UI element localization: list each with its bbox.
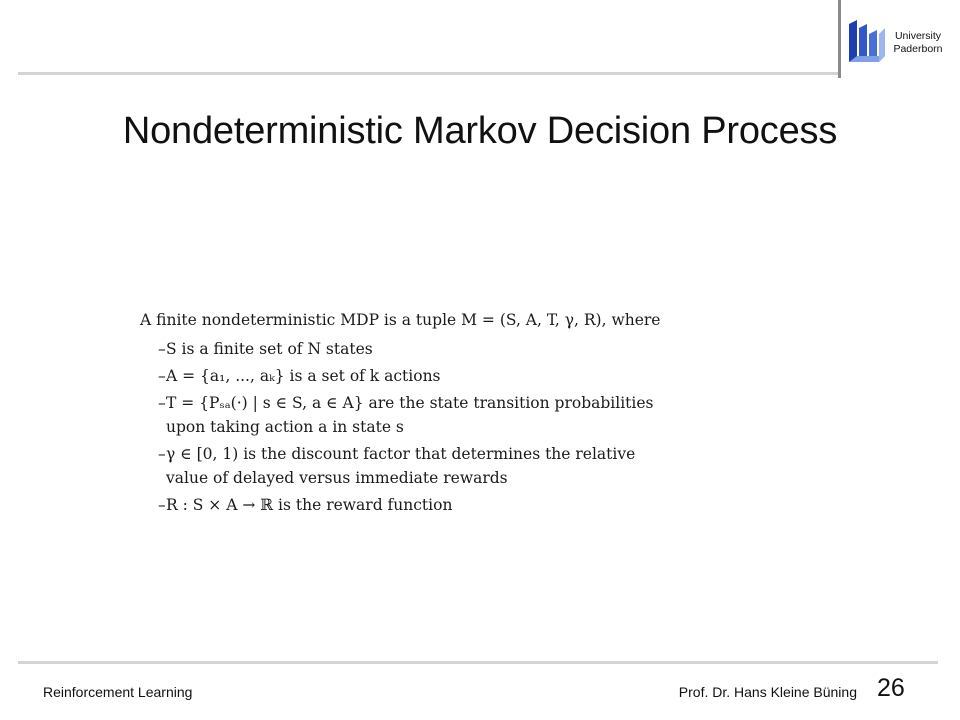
bullet-dash: – (158, 496, 166, 514)
bullet-dash: – (158, 340, 166, 358)
header-divider (18, 72, 840, 75)
university-name (882, 30, 954, 56)
list-item-text: T = {Pₛₐ(·) | s ∈ S, a ∈ A} are the state transition probabilities (166, 394, 654, 412)
list-item-text: R : S × A → ℝ is the reward function (166, 496, 453, 514)
list-item-text: S is a finite set of N states (166, 340, 373, 358)
mdp-definition (140, 306, 820, 517)
list-item (140, 337, 820, 361)
university-line-2: Paderborn (893, 43, 943, 55)
university-line-1: University (894, 30, 942, 42)
definition-intro: A finite nondeterministic MDP is a tuple M = (S, A, T, γ, R), where (140, 311, 661, 329)
university-logo-icon (845, 18, 887, 66)
footer-divider (18, 661, 938, 664)
bullet-dash: – (158, 367, 166, 385)
list-item (140, 364, 820, 388)
page-number: 26 (877, 674, 905, 702)
header-vertical-divider (838, 0, 841, 78)
course-name: Reinforcement Learning (43, 684, 193, 700)
list-item-text-continued: upon taking action a in state s (166, 418, 404, 436)
list-item-text-continued: value of delayed versus immediate rewards (166, 469, 508, 487)
bullet-dash: – (158, 445, 166, 463)
list-item (140, 391, 820, 439)
author-name: Prof. Dr. Hans Kleine Büning (678, 684, 857, 700)
list-item (140, 493, 820, 517)
list-item (140, 442, 820, 490)
bullet-dash: – (158, 394, 166, 412)
slide-title: Nondeterministic Markov Decision Process (122, 110, 838, 152)
list-item-text: A = {a₁, ..., aₖ} is a set of k actions (166, 367, 441, 385)
list-item-text: γ ∈ [0, 1) is the discount factor that determines the relative (166, 445, 636, 463)
